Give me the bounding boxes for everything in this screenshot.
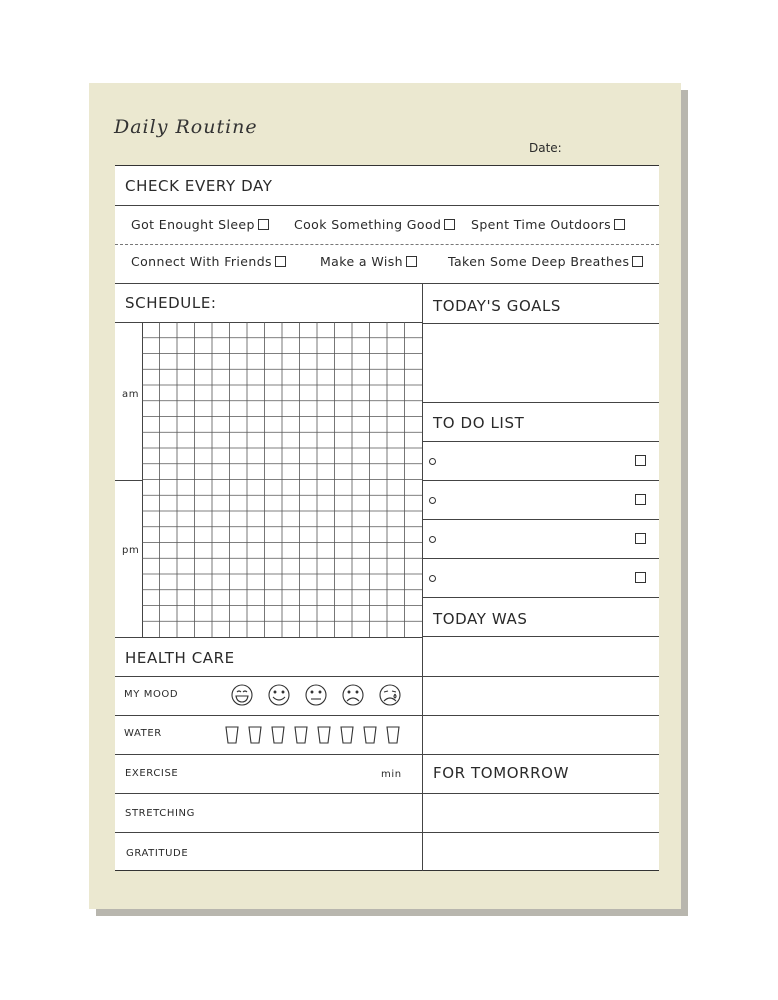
check-every-day-heading: CHECK EVERY DAY xyxy=(125,177,273,195)
todo-row-line xyxy=(422,519,659,520)
divider xyxy=(422,636,659,637)
water-glass-icon[interactable] xyxy=(341,727,353,743)
todo-bullet xyxy=(429,536,436,543)
todo-bullet xyxy=(429,575,436,582)
smiling-face-icon[interactable] xyxy=(269,685,289,705)
crying-face-icon[interactable] xyxy=(380,685,400,705)
gratitude-label: GRATITUDE xyxy=(126,848,189,859)
check-item-outdoors[interactable]: Spent Time Outdoors xyxy=(471,217,625,232)
pm-label: pm xyxy=(122,545,140,556)
checkbox[interactable] xyxy=(444,219,455,230)
divider xyxy=(422,597,659,598)
todo-checkbox[interactable] xyxy=(635,455,646,466)
divider xyxy=(422,441,659,442)
water-glass-icon[interactable] xyxy=(364,727,376,743)
dashed-divider xyxy=(115,244,659,245)
todo-bullet xyxy=(429,458,436,465)
checkbox[interactable] xyxy=(406,256,417,267)
water-label: WATER xyxy=(124,728,162,739)
check-item-wish[interactable]: Make a Wish xyxy=(320,254,417,269)
todo-checkbox[interactable] xyxy=(635,494,646,505)
check-item-friends[interactable]: Connect With Friends xyxy=(131,254,286,269)
water-glass-icon[interactable] xyxy=(387,727,399,743)
todays-goals-heading: TODAY'S GOALS xyxy=(433,297,562,315)
checkbox[interactable] xyxy=(258,219,269,230)
divider xyxy=(422,402,659,403)
divider xyxy=(115,715,659,716)
for-tomorrow-heading: FOR TOMORROW xyxy=(433,764,570,782)
exercise-label: EXERCISE xyxy=(125,768,179,779)
water-glass-icon[interactable] xyxy=(226,727,238,743)
divider xyxy=(115,832,659,833)
divider xyxy=(115,637,422,638)
checkbox[interactable] xyxy=(632,256,643,267)
min-label: min xyxy=(381,769,402,780)
water-glass-icon[interactable] xyxy=(249,727,261,743)
schedule-heading: SCHEDULE: xyxy=(125,294,217,312)
todo-row-line xyxy=(422,480,659,481)
am-pm-divider xyxy=(115,480,143,481)
water-glass-icon[interactable] xyxy=(272,727,284,743)
schedule-grid[interactable] xyxy=(142,322,423,638)
water-glasses[interactable] xyxy=(223,725,403,747)
checkbox[interactable] xyxy=(275,256,286,267)
water-glass-icon[interactable] xyxy=(318,727,330,743)
to-do-list-heading: TO DO LIST xyxy=(433,414,525,432)
sad-face-icon[interactable] xyxy=(343,685,363,705)
date-label[interactable]: Date: xyxy=(529,141,562,155)
divider xyxy=(115,754,659,755)
divider xyxy=(115,676,659,677)
laughing-face-icon[interactable] xyxy=(232,685,252,705)
stretching-label: STRETCHING xyxy=(125,808,195,819)
water-glass-icon[interactable] xyxy=(295,727,307,743)
todo-row-line xyxy=(422,558,659,559)
check-item-sleep[interactable]: Got Enought Sleep xyxy=(131,217,269,232)
checkbox[interactable] xyxy=(614,219,625,230)
neutral-face-icon[interactable] xyxy=(306,685,326,705)
divider xyxy=(115,205,659,206)
am-label: am xyxy=(122,389,140,400)
my-mood-label: MY MOOD xyxy=(124,689,179,700)
health-care-heading: HEALTH CARE xyxy=(125,649,235,667)
planner-sheet xyxy=(115,165,659,871)
todo-checkbox[interactable] xyxy=(635,533,646,544)
page-title: Daily Routine xyxy=(114,116,258,138)
todo-checkbox[interactable] xyxy=(635,572,646,583)
mood-faces[interactable] xyxy=(227,683,407,707)
today-was-heading: TODAY WAS xyxy=(433,610,528,628)
check-item-breathes[interactable]: Taken Some Deep Breathes xyxy=(448,254,643,269)
check-item-cook[interactable]: Cook Something Good xyxy=(294,217,455,232)
divider xyxy=(115,793,659,794)
todo-bullet xyxy=(429,497,436,504)
divider xyxy=(422,323,659,324)
divider xyxy=(115,283,659,284)
